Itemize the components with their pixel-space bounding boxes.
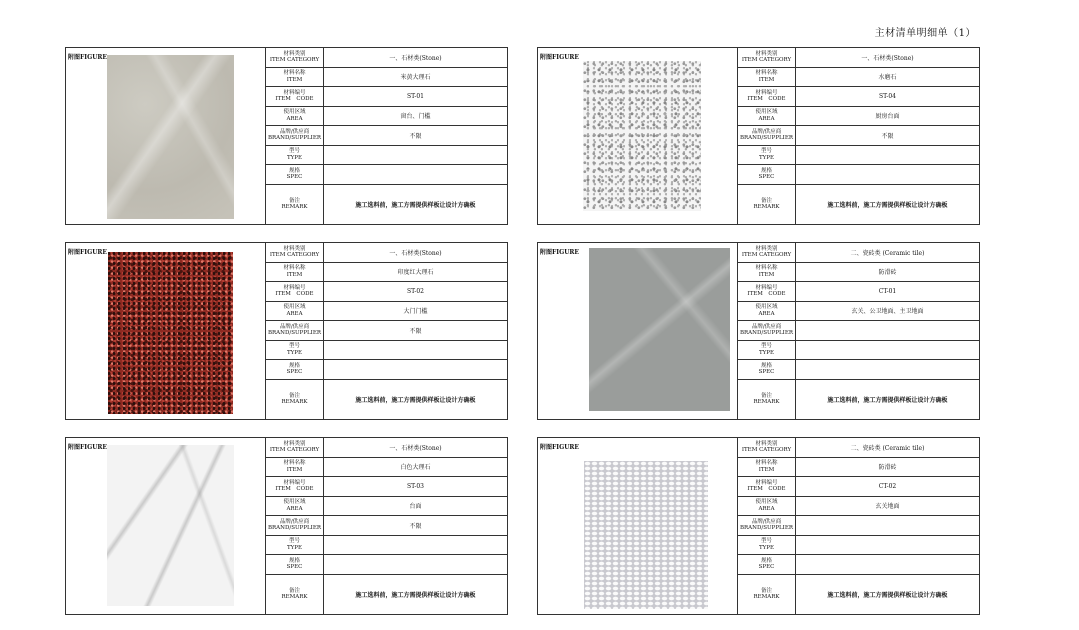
material-swatch-image bbox=[583, 61, 701, 211]
row-label bbox=[738, 165, 796, 184]
row-label bbox=[738, 360, 796, 379]
row-value-spec bbox=[324, 555, 507, 574]
row-label-en: ITEM CODE bbox=[747, 486, 786, 493]
row-value-area: 厨房台面 bbox=[875, 113, 900, 121]
row-label-cn: 型号 bbox=[288, 538, 300, 545]
row-label bbox=[266, 302, 324, 321]
row-label-cn: 材料编号 bbox=[755, 89, 778, 96]
row-label-cn: 使用区域 bbox=[283, 109, 306, 116]
row-label bbox=[266, 107, 324, 126]
spec-row-category bbox=[266, 438, 507, 458]
figure-label: 附图FIGURE bbox=[68, 54, 107, 61]
row-label-cn: 材料名称 bbox=[283, 70, 306, 77]
page-title: 主材清单明细单（1） bbox=[874, 28, 976, 39]
row-value-code: CT-01 bbox=[878, 287, 897, 295]
material-card bbox=[537, 47, 980, 225]
row-label-en: REMARK bbox=[753, 204, 780, 211]
spec-row-item bbox=[738, 458, 979, 478]
figure-cell bbox=[538, 243, 738, 419]
material-swatch-image bbox=[584, 461, 708, 609]
row-label bbox=[266, 360, 324, 379]
row-value-type bbox=[796, 341, 979, 360]
row-label bbox=[738, 263, 796, 282]
row-value-code: ST-01 bbox=[406, 92, 424, 100]
row-label-en: BRAND/SUPPLIER bbox=[267, 330, 321, 337]
spec-row-code bbox=[266, 87, 507, 107]
row-label-cn: 品牌/供应商 bbox=[279, 323, 310, 330]
row-label-cn: 材料类别 bbox=[283, 50, 306, 57]
spec-row-area bbox=[266, 107, 507, 127]
row-label bbox=[266, 282, 324, 301]
spec-row-type bbox=[266, 341, 507, 361]
row-label bbox=[738, 458, 796, 477]
row-value-brand bbox=[796, 321, 979, 340]
row-value-brand: 不限 bbox=[881, 132, 894, 140]
row-label bbox=[738, 185, 796, 225]
row-label-en: ITEM CODE bbox=[747, 96, 786, 103]
row-label-en: ITEM CATEGORY bbox=[269, 57, 320, 64]
row-label-en: ITEM CODE bbox=[275, 486, 314, 493]
row-label bbox=[266, 185, 324, 225]
spec-row-item bbox=[266, 458, 507, 478]
row-value-remark: 施工选料前，施工方需提供样板让设计方确板 bbox=[355, 201, 476, 209]
row-label bbox=[266, 575, 324, 615]
row-value-brand: 不限 bbox=[409, 522, 422, 530]
row-value-category: 一、石材类(Stone) bbox=[389, 249, 442, 257]
row-value-category: 一、石材类(Stone) bbox=[389, 54, 442, 62]
row-label-cn: 规格 bbox=[288, 362, 300, 369]
spec-row-brand bbox=[266, 516, 507, 536]
row-label-cn: 材料类别 bbox=[283, 440, 306, 447]
row-label-cn: 使用区域 bbox=[283, 304, 306, 311]
row-label-en: AREA bbox=[286, 310, 303, 317]
spec-row-code bbox=[738, 477, 979, 497]
spec-row-remark bbox=[738, 380, 979, 420]
material-card bbox=[65, 437, 508, 615]
row-label-cn: 材料编号 bbox=[283, 284, 306, 291]
row-label-cn: 备注 bbox=[288, 587, 300, 594]
spec-row-brand bbox=[266, 321, 507, 341]
figure-cell bbox=[538, 48, 738, 224]
spec-row-spec bbox=[266, 555, 507, 575]
row-label-cn: 型号 bbox=[288, 148, 300, 155]
row-value-type bbox=[796, 536, 979, 555]
row-label-cn: 材料名称 bbox=[283, 460, 306, 467]
row-label-en: ITEM CATEGORY bbox=[269, 447, 320, 454]
spec-row-remark bbox=[266, 185, 507, 225]
row-value-spec bbox=[796, 555, 979, 574]
row-label-cn: 材料编号 bbox=[755, 479, 778, 486]
row-value-spec bbox=[324, 165, 507, 184]
row-label bbox=[266, 380, 324, 420]
row-label bbox=[266, 341, 324, 360]
row-label-cn: 材料类别 bbox=[755, 440, 778, 447]
row-value-brand: 不限 bbox=[409, 132, 422, 140]
spec-row-remark bbox=[738, 185, 979, 225]
row-label bbox=[266, 555, 324, 574]
material-card bbox=[537, 437, 980, 615]
row-label-en: ITEM bbox=[286, 466, 303, 473]
row-label bbox=[738, 243, 796, 262]
row-label bbox=[738, 282, 796, 301]
figure-label: 附图FIGURE bbox=[540, 249, 579, 256]
row-label bbox=[266, 516, 324, 535]
row-label-en: SPEC bbox=[286, 564, 303, 571]
row-label-en: ITEM bbox=[286, 76, 303, 83]
row-label-cn: 使用区域 bbox=[283, 499, 306, 506]
spec-row-spec bbox=[738, 555, 979, 575]
row-label bbox=[266, 68, 324, 87]
row-label-en: ITEM CATEGORY bbox=[269, 252, 320, 259]
row-label-en: REMARK bbox=[281, 594, 308, 601]
spec-row-item bbox=[738, 68, 979, 88]
row-label-en: ITEM bbox=[758, 271, 775, 278]
row-value-item: 防滑砖 bbox=[878, 464, 897, 472]
row-label-cn: 品牌/供应商 bbox=[279, 518, 310, 525]
spec-row-remark bbox=[738, 575, 979, 615]
row-label-cn: 材料名称 bbox=[283, 265, 306, 272]
row-label bbox=[266, 536, 324, 555]
spec-table bbox=[266, 438, 507, 614]
row-label-cn: 规格 bbox=[760, 167, 772, 174]
row-label bbox=[266, 438, 324, 457]
row-value-item: 水磨石 bbox=[878, 74, 897, 82]
material-card bbox=[537, 242, 980, 420]
row-label bbox=[738, 126, 796, 145]
spec-row-type bbox=[738, 146, 979, 166]
row-value-category: 二、瓷砖类 (Ceramic tile) bbox=[850, 249, 925, 257]
row-value-type bbox=[324, 146, 507, 165]
row-label-en: TYPE bbox=[758, 154, 774, 161]
row-label-en: SPEC bbox=[758, 564, 775, 571]
row-label-cn: 材料类别 bbox=[283, 245, 306, 252]
row-label-cn: 材料名称 bbox=[755, 265, 778, 272]
row-label-en: BRAND/SUPPLIER bbox=[267, 135, 321, 142]
spec-row-type bbox=[738, 341, 979, 361]
row-label-cn: 使用区域 bbox=[755, 304, 778, 311]
row-label bbox=[738, 48, 796, 67]
material-card bbox=[65, 242, 508, 420]
figure-label: 附图FIGURE bbox=[68, 249, 107, 256]
row-label bbox=[738, 575, 796, 615]
row-label bbox=[738, 555, 796, 574]
spec-row-code bbox=[738, 87, 979, 107]
row-label bbox=[738, 302, 796, 321]
row-label-en: ITEM CODE bbox=[275, 96, 314, 103]
row-value-area: 玄关、公卫地面、主卫地面 bbox=[851, 308, 924, 316]
row-label-cn: 型号 bbox=[760, 148, 772, 155]
row-label-cn: 备注 bbox=[760, 197, 772, 204]
row-value-brand bbox=[796, 516, 979, 535]
spec-table bbox=[738, 48, 979, 224]
row-label bbox=[738, 146, 796, 165]
row-label-cn: 型号 bbox=[760, 343, 772, 350]
row-label bbox=[266, 477, 324, 496]
row-value-spec bbox=[324, 360, 507, 379]
spec-row-item bbox=[266, 68, 507, 88]
row-label-en: ITEM CODE bbox=[275, 291, 314, 298]
spec-row-type bbox=[266, 536, 507, 556]
spec-row-category bbox=[738, 438, 979, 458]
row-label-en: ITEM bbox=[286, 271, 303, 278]
row-label-en: AREA bbox=[758, 505, 775, 512]
row-label bbox=[738, 536, 796, 555]
row-label-cn: 备注 bbox=[288, 197, 300, 204]
row-label-en: TYPE bbox=[286, 154, 302, 161]
row-value-category: 二、瓷砖类 (Ceramic tile) bbox=[850, 444, 925, 452]
spec-row-code bbox=[738, 282, 979, 302]
row-label bbox=[266, 146, 324, 165]
spec-row-remark bbox=[266, 380, 507, 420]
row-label bbox=[738, 68, 796, 87]
spec-table bbox=[266, 48, 507, 224]
row-label-cn: 规格 bbox=[760, 362, 772, 369]
row-label-cn: 型号 bbox=[288, 343, 300, 350]
row-label-cn: 备注 bbox=[288, 392, 300, 399]
spec-row-type bbox=[266, 146, 507, 166]
row-label-en: ITEM bbox=[758, 466, 775, 473]
row-label bbox=[738, 477, 796, 496]
row-value-remark: 施工选料前，施工方需提供样板让设计方确板 bbox=[827, 201, 948, 209]
row-label bbox=[266, 321, 324, 340]
figure-label: 附图FIGURE bbox=[68, 444, 107, 451]
row-value-type bbox=[324, 536, 507, 555]
row-label-cn: 材料编号 bbox=[283, 479, 306, 486]
row-value-code: ST-02 bbox=[406, 287, 424, 295]
row-label-en: SPEC bbox=[758, 369, 775, 376]
row-value-remark: 施工选料前，施工方需提供样板让设计方确板 bbox=[827, 591, 948, 599]
row-label-cn: 材料编号 bbox=[283, 89, 306, 96]
row-label bbox=[266, 126, 324, 145]
row-value-category: 一、石材类(Stone) bbox=[861, 54, 914, 62]
row-value-remark: 施工选料前，施工方需提供样板让设计方确板 bbox=[355, 396, 476, 404]
spec-row-brand bbox=[738, 321, 979, 341]
row-label bbox=[738, 516, 796, 535]
spec-row-area bbox=[738, 107, 979, 127]
row-label-cn: 品牌/供应商 bbox=[751, 323, 782, 330]
row-label-en: ITEM CODE bbox=[747, 291, 786, 298]
material-swatch-image bbox=[107, 55, 234, 219]
row-label-cn: 规格 bbox=[760, 557, 772, 564]
row-label-cn: 型号 bbox=[760, 538, 772, 545]
figure-cell bbox=[66, 243, 266, 419]
row-label-en: ITEM CATEGORY bbox=[741, 57, 792, 64]
spec-row-category bbox=[266, 243, 507, 263]
row-label-cn: 材料类别 bbox=[755, 245, 778, 252]
row-label bbox=[266, 243, 324, 262]
spec-row-category bbox=[266, 48, 507, 68]
spec-table bbox=[738, 438, 979, 614]
spec-row-remark bbox=[266, 575, 507, 615]
row-label-en: ITEM bbox=[758, 76, 775, 83]
spec-row-category bbox=[738, 48, 979, 68]
spec-table bbox=[266, 243, 507, 419]
row-label-en: REMARK bbox=[753, 594, 780, 601]
spec-row-spec bbox=[266, 360, 507, 380]
row-label bbox=[738, 438, 796, 457]
row-value-area: 台面 bbox=[409, 503, 422, 511]
row-value-type bbox=[796, 146, 979, 165]
row-label-en: TYPE bbox=[286, 544, 302, 551]
row-label-en: AREA bbox=[758, 310, 775, 317]
row-label bbox=[738, 107, 796, 126]
spec-row-code bbox=[266, 282, 507, 302]
row-label-en: AREA bbox=[758, 115, 775, 122]
spec-row-area bbox=[266, 302, 507, 322]
row-value-code: ST-04 bbox=[878, 92, 896, 100]
row-label-en: REMARK bbox=[753, 399, 780, 406]
row-label bbox=[266, 48, 324, 67]
spec-row-category bbox=[738, 243, 979, 263]
material-swatch-image bbox=[108, 252, 233, 414]
row-label-cn: 使用区域 bbox=[755, 109, 778, 116]
spec-row-spec bbox=[266, 165, 507, 185]
row-value-code: ST-03 bbox=[406, 482, 424, 490]
figure-cell bbox=[66, 438, 266, 614]
row-value-area: 大门门槛 bbox=[403, 308, 428, 316]
row-value-category: 一、石材类(Stone) bbox=[389, 444, 442, 452]
figure-label: 附图FIGURE bbox=[540, 444, 579, 451]
row-label-en: AREA bbox=[286, 115, 303, 122]
row-label-en: REMARK bbox=[281, 399, 308, 406]
material-swatch-image bbox=[107, 445, 234, 606]
spec-row-code bbox=[266, 477, 507, 497]
row-value-item: 白色大理石 bbox=[400, 464, 431, 472]
row-value-code: CT-02 bbox=[878, 482, 897, 490]
figure-cell bbox=[538, 438, 738, 614]
row-label-cn: 材料编号 bbox=[755, 284, 778, 291]
row-label-en: SPEC bbox=[286, 174, 303, 181]
spec-row-area bbox=[738, 302, 979, 322]
material-swatch-image bbox=[589, 248, 730, 411]
spec-table bbox=[738, 243, 979, 419]
spec-row-brand bbox=[738, 126, 979, 146]
row-label-en: AREA bbox=[286, 505, 303, 512]
row-label-cn: 材料名称 bbox=[755, 70, 778, 77]
row-value-item: 米黄大理石 bbox=[400, 74, 431, 82]
row-label-en: ITEM CATEGORY bbox=[741, 447, 792, 454]
row-label bbox=[266, 87, 324, 106]
row-label bbox=[738, 321, 796, 340]
row-label bbox=[266, 458, 324, 477]
row-label bbox=[738, 380, 796, 420]
row-value-spec bbox=[796, 360, 979, 379]
row-value-area: 玄关地面 bbox=[875, 503, 900, 511]
row-label-en: SPEC bbox=[286, 369, 303, 376]
row-label-en: ITEM CATEGORY bbox=[741, 252, 792, 259]
row-label-cn: 规格 bbox=[288, 167, 300, 174]
row-value-area: 窗台、门槛 bbox=[400, 113, 431, 121]
spec-row-item bbox=[266, 263, 507, 283]
spec-row-spec bbox=[738, 360, 979, 380]
row-label-en: TYPE bbox=[758, 349, 774, 356]
row-label-en: BRAND/SUPPLIER bbox=[739, 525, 793, 532]
row-label bbox=[266, 497, 324, 516]
row-label-en: BRAND/SUPPLIER bbox=[739, 135, 793, 142]
spec-row-brand bbox=[738, 516, 979, 536]
row-value-remark: 施工选料前，施工方需提供样板让设计方确板 bbox=[355, 591, 476, 599]
row-value-item: 印度红大理石 bbox=[397, 269, 434, 277]
row-label-cn: 品牌/供应商 bbox=[751, 128, 782, 135]
spec-row-brand bbox=[266, 126, 507, 146]
spec-row-spec bbox=[738, 165, 979, 185]
row-label bbox=[738, 497, 796, 516]
row-label bbox=[738, 341, 796, 360]
row-value-remark: 施工选料前，施工方需提供样板让设计方确板 bbox=[827, 396, 948, 404]
row-label-cn: 材料名称 bbox=[755, 460, 778, 467]
row-label-cn: 品牌/供应商 bbox=[751, 518, 782, 525]
row-value-type bbox=[324, 341, 507, 360]
spec-row-type bbox=[738, 536, 979, 556]
row-label-cn: 备注 bbox=[760, 392, 772, 399]
row-label-en: BRAND/SUPPLIER bbox=[267, 525, 321, 532]
row-label-en: TYPE bbox=[286, 349, 302, 356]
row-value-spec bbox=[796, 165, 979, 184]
row-value-item: 防滑砖 bbox=[878, 269, 897, 277]
spec-row-area bbox=[266, 497, 507, 517]
row-label-cn: 品牌/供应商 bbox=[279, 128, 310, 135]
material-card bbox=[65, 47, 508, 225]
row-label-cn: 备注 bbox=[760, 587, 772, 594]
row-label bbox=[266, 165, 324, 184]
row-value-brand: 不限 bbox=[409, 327, 422, 335]
row-label-cn: 规格 bbox=[288, 557, 300, 564]
spec-row-item bbox=[738, 263, 979, 283]
figure-cell bbox=[66, 48, 266, 224]
row-label-en: TYPE bbox=[758, 544, 774, 551]
row-label-en: SPEC bbox=[758, 174, 775, 181]
row-label bbox=[738, 87, 796, 106]
row-label-cn: 材料类别 bbox=[755, 50, 778, 57]
figure-label: 附图FIGURE bbox=[540, 54, 579, 61]
row-label-cn: 使用区域 bbox=[755, 499, 778, 506]
row-label-en: BRAND/SUPPLIER bbox=[739, 330, 793, 337]
spec-row-area bbox=[738, 497, 979, 517]
row-label-en: REMARK bbox=[281, 204, 308, 211]
row-label bbox=[266, 263, 324, 282]
